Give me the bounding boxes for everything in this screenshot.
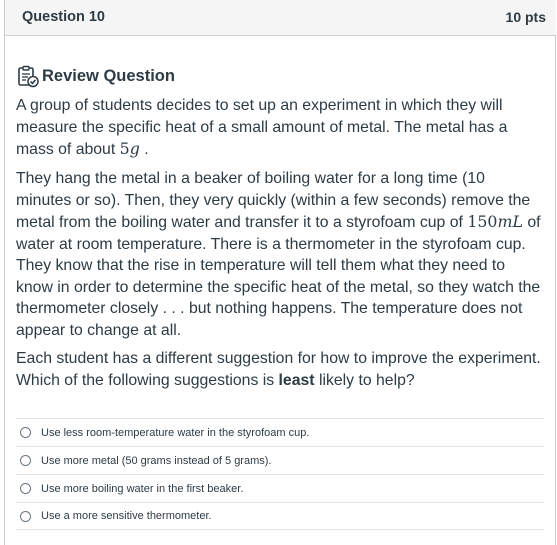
p3-text-b: likely to help? [314, 371, 415, 389]
question-paragraph-1 [16, 95, 544, 161]
answer-label[interactable]: Use a more sensitive thermometer. [41, 510, 212, 522]
p3-bold: least [278, 371, 315, 389]
question-paragraph-2 [16, 168, 544, 341]
p2-text-b: of water at room temperature. There is a thermometer in the styrofoam cup. They know that the rise in temperature will tell them what they need to know in order to determine the specific heat of the metal, so they watch the thermometer closely . . . but nothing happens. The temperature does not appear to change at all. [16, 214, 541, 339]
review-heading [16, 64, 175, 88]
p3-text-a: Each student has a different suggestion for how to improve the experiment. Which of the following suggestions is [16, 350, 541, 389]
answer-label[interactable]: Use more metal (50 grams instead of 5 grams). [41, 454, 272, 467]
answer-option-3[interactable] [16, 474, 544, 502]
question-points: 10 pts [505, 9, 546, 25]
question-header [5, 0, 556, 36]
answer-option-2[interactable] [16, 446, 544, 474]
volume-value: 150mL [467, 212, 523, 231]
mass-value: 5g [119, 139, 140, 158]
review-label: Review Question [42, 66, 175, 85]
question-title: Question 10 [22, 9, 105, 25]
radio-button[interactable] [20, 483, 31, 494]
answer-label[interactable]: Use more boiling water in the first beaker. [41, 482, 244, 495]
p2-text-a: They hang the metal in a beaker of boiling water for a long time (10 minutes or so). Then, they very quickly (within a few seconds) remove the metal from the boiling water and transfer it to a styrofoam cup of [16, 170, 531, 231]
answer-list [16, 418, 544, 530]
p1-text: A group of students decides to set up an experiment in which they will measure the specific heat of a small amount of metal. The metal has a mass of about [16, 97, 508, 158]
question-paragraph-3 [16, 348, 544, 391]
p1-end: . [139, 141, 149, 158]
radio-button[interactable] [20, 511, 31, 522]
radio-button[interactable] [20, 427, 31, 438]
answer-label[interactable]: Use less room-temperature water in the styrofoam cup. [41, 426, 310, 439]
clipboard-check-icon [16, 64, 40, 88]
radio-button[interactable] [20, 455, 31, 466]
answer-option-1[interactable] [16, 418, 544, 446]
answer-option-4[interactable] [16, 502, 544, 530]
